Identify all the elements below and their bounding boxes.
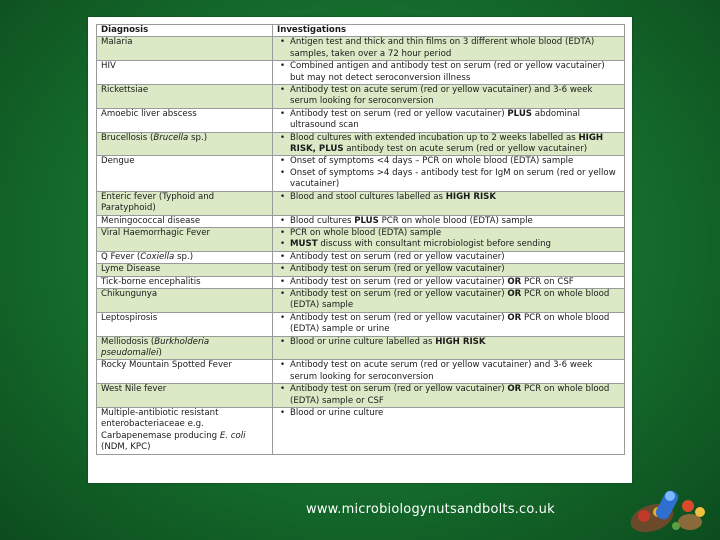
text-run: PCR on CSF bbox=[521, 276, 574, 287]
website-url-footer[interactable]: www.microbiologynutsandbolts.co.uk bbox=[306, 502, 555, 517]
text-run: HIV bbox=[101, 61, 116, 72]
text-run: Blood or urine culture bbox=[290, 408, 384, 418]
text-run: Antibody test on serum (red or yellow vacutainer) bbox=[290, 288, 508, 299]
table-header-row bbox=[97, 25, 625, 37]
table-row bbox=[97, 336, 625, 360]
text-run: discuss with consultant microbiologist before sending bbox=[317, 239, 551, 250]
text-run: Chikungunya bbox=[101, 288, 158, 299]
text-run: Onset of symptoms >4 days - antibody test for IgM on serum (red or yellow vacutainer) bbox=[290, 167, 616, 190]
investigations-cell bbox=[273, 288, 625, 312]
investigations-cell bbox=[273, 85, 625, 109]
diagnosis-cell bbox=[97, 251, 273, 263]
investigations-cell bbox=[273, 108, 625, 132]
text-run: sp.) bbox=[188, 132, 208, 143]
text-run: HIGH RISK bbox=[435, 336, 486, 347]
investigations-cell bbox=[273, 132, 625, 156]
investigation-bullet bbox=[277, 133, 620, 156]
text-run: Antibody test on acute serum (red or yellow vacutainer) and 3-6 week serum looking for seroconversion bbox=[290, 85, 593, 107]
investigations-cell bbox=[273, 251, 625, 263]
text-run: Q Fever ( bbox=[101, 251, 141, 262]
text-run: Blood cultures with extended incubation up to 2 weeks labelled as bbox=[290, 132, 579, 143]
text-run: Antibody test on acute serum (red or yellow vacutainer) and 3-6 week serum looking for seroconversion bbox=[290, 360, 593, 382]
text-run: West Nile fever bbox=[101, 384, 167, 395]
text-run: Antibody test on serum (red or yellow vacutainer) bbox=[290, 264, 505, 275]
text-run: HIGH RISK bbox=[445, 191, 496, 202]
investigations-cell bbox=[273, 408, 625, 455]
text-run: Burkholderia pseudomallei bbox=[101, 336, 210, 358]
investigation-bullet bbox=[277, 156, 620, 167]
investigation-bullet bbox=[277, 85, 620, 108]
investigation-bullet bbox=[277, 289, 620, 312]
investigation-bullet bbox=[277, 37, 620, 60]
table-row bbox=[97, 227, 625, 251]
text-run: E. coli bbox=[219, 430, 246, 441]
text-run: PCR on whole blood (EDTA) sample or CSF bbox=[290, 384, 610, 406]
text-run: PCR on whole blood (EDTA) sample bbox=[290, 288, 610, 311]
table-row bbox=[97, 384, 625, 408]
text-run: Brucellosis ( bbox=[101, 132, 154, 143]
investigation-bullet bbox=[277, 313, 620, 336]
text-run: Tick-borne encephalitis bbox=[101, 276, 201, 287]
investigations-cell bbox=[273, 227, 625, 251]
text-run: Multiple-antibiotic resistant enterobacteriaceae e.g. Carbapenemase producing bbox=[101, 408, 220, 441]
investigation-bullet bbox=[277, 252, 620, 263]
text-run: PCR on whole blood (EDTA) sample or urine bbox=[290, 312, 610, 335]
table-row bbox=[97, 132, 625, 156]
table-image-frame bbox=[88, 17, 632, 483]
table-row bbox=[97, 191, 625, 215]
text-run: Dengue bbox=[101, 156, 135, 167]
investigation-bullet bbox=[277, 384, 620, 407]
investigations-cell bbox=[273, 264, 625, 276]
diagnosis-cell bbox=[97, 408, 273, 455]
investigations-cell bbox=[273, 61, 625, 85]
investigation-bullet bbox=[277, 216, 620, 227]
text-run: sp.) bbox=[174, 251, 194, 262]
text-run: (NDM, KPC) bbox=[101, 442, 151, 453]
investigations-cell bbox=[273, 360, 625, 384]
text-run: PLUS bbox=[354, 215, 379, 226]
text-run: MUST bbox=[290, 239, 318, 250]
table-row bbox=[97, 264, 625, 276]
diagnosis-cell bbox=[97, 360, 273, 384]
investigation-bullet bbox=[277, 360, 620, 383]
investigation-bullet bbox=[277, 408, 620, 419]
table-row bbox=[97, 312, 625, 336]
text-run: abdominal ultrasound scan bbox=[290, 108, 581, 131]
investigations-column-header: Investigations bbox=[273, 25, 625, 37]
table-row bbox=[97, 215, 625, 227]
investigations-cell bbox=[273, 37, 625, 61]
diagnosis-cell bbox=[97, 264, 273, 276]
text-run: Coxiella bbox=[140, 251, 175, 262]
investigations-cell bbox=[273, 384, 625, 408]
diagnosis-cell bbox=[97, 85, 273, 109]
investigation-bullet bbox=[277, 239, 620, 250]
diagnosis-cell bbox=[97, 191, 273, 215]
diagnosis-cell bbox=[97, 132, 273, 156]
diagnosis-cell bbox=[97, 108, 273, 132]
microbe-mascot-icon bbox=[616, 482, 716, 538]
text-run: Leptospirosis bbox=[101, 312, 158, 323]
table-body bbox=[97, 37, 625, 454]
investigations-table bbox=[96, 24, 625, 455]
diagnosis-cell bbox=[97, 312, 273, 336]
diagnosis-column-header: Diagnosis bbox=[97, 25, 273, 37]
text-run: Antigen test and thick and thin films on 3 different whole blood (EDTA) samples, taken over a 72 hour period bbox=[290, 37, 595, 59]
investigation-bullet bbox=[277, 337, 620, 348]
investigation-bullet bbox=[277, 277, 620, 288]
investigations-cell bbox=[273, 156, 625, 191]
table-row bbox=[97, 37, 625, 61]
diagnosis-cell bbox=[97, 384, 273, 408]
text-run: PCR on whole blood (EDTA) sample bbox=[290, 227, 442, 238]
text-run: Lyme Disease bbox=[101, 264, 161, 275]
table-row bbox=[97, 61, 625, 85]
text-run: Melliodosis ( bbox=[101, 336, 155, 347]
investigations-cell bbox=[273, 191, 625, 215]
investigations-cell bbox=[273, 336, 625, 360]
investigation-bullet bbox=[277, 264, 620, 275]
text-run: PLUS bbox=[507, 108, 532, 119]
table-row bbox=[97, 288, 625, 312]
table-row bbox=[97, 108, 625, 132]
text-run: Antibody test on serum (red or yellow vacutainer) bbox=[290, 276, 508, 287]
diagnosis-cell bbox=[97, 61, 273, 85]
text-run: OR bbox=[507, 276, 522, 287]
investigation-bullet bbox=[277, 61, 620, 84]
text-run: Antibody test on serum (red or yellow vacutainer) bbox=[290, 312, 508, 323]
text-run: Antibody test on serum (red or yellow vacutainer) bbox=[290, 108, 508, 119]
investigation-bullet bbox=[277, 109, 620, 132]
table-row bbox=[97, 85, 625, 109]
text-run: Brucella bbox=[153, 132, 189, 143]
diagnosis-cell bbox=[97, 227, 273, 251]
text-run: Antibody test on serum (red or yellow vacutainer) bbox=[290, 384, 508, 395]
text-run: ) bbox=[158, 347, 162, 358]
text-run: Combined antigen and antibody test on serum (red or yellow vacutainer) but may not detect seroconversion illness bbox=[290, 61, 605, 83]
text-run: Rocky Mountain Spotted Fever bbox=[101, 360, 232, 371]
text-run: Malaria bbox=[101, 37, 133, 48]
text-run: Rickettsiae bbox=[101, 85, 149, 96]
text-run: Viral Haemorrhagic Fever bbox=[101, 227, 211, 238]
table-row bbox=[97, 276, 625, 288]
text-run: Antibody test on serum (red or yellow vacutainer) bbox=[290, 251, 505, 262]
text-run: Blood cultures bbox=[290, 215, 355, 226]
text-run: Meningococcal disease bbox=[101, 215, 201, 226]
table-row bbox=[97, 156, 625, 191]
text-run: Blood or urine culture labelled as bbox=[290, 336, 436, 347]
text-run: PCR on whole blood (EDTA) sample bbox=[378, 215, 533, 226]
text-run: Enteric fever (Typhoid and Paratyphoid) bbox=[101, 191, 215, 214]
text-run: Blood and stool cultures labelled as bbox=[290, 191, 446, 202]
investigation-bullet bbox=[277, 192, 620, 203]
investigations-cell bbox=[273, 312, 625, 336]
table-row bbox=[97, 251, 625, 263]
diagnosis-cell bbox=[97, 215, 273, 227]
investigations-cell bbox=[273, 276, 625, 288]
text-run: Onset of symptoms <4 days – PCR on whole blood (EDTA) sample bbox=[290, 156, 574, 167]
investigations-cell bbox=[273, 215, 625, 227]
text-run: HIGH RISK, PLUS bbox=[290, 132, 604, 155]
diagnosis-cell bbox=[97, 156, 273, 191]
text-run: OR bbox=[507, 384, 522, 395]
text-run: OR bbox=[507, 288, 522, 299]
investigation-bullet bbox=[277, 168, 620, 191]
diagnosis-cell bbox=[97, 276, 273, 288]
diagnosis-cell bbox=[97, 288, 273, 312]
diagnosis-cell bbox=[97, 336, 273, 360]
table-row bbox=[97, 408, 625, 455]
diagnosis-cell bbox=[97, 37, 273, 61]
text-run: Amoebic liver abscess bbox=[101, 108, 197, 119]
investigation-bullet bbox=[277, 228, 620, 239]
table-row bbox=[97, 360, 625, 384]
text-run: OR bbox=[507, 312, 522, 323]
text-run: antibody test on acute serum (red or yellow vacutainer) bbox=[343, 144, 588, 155]
